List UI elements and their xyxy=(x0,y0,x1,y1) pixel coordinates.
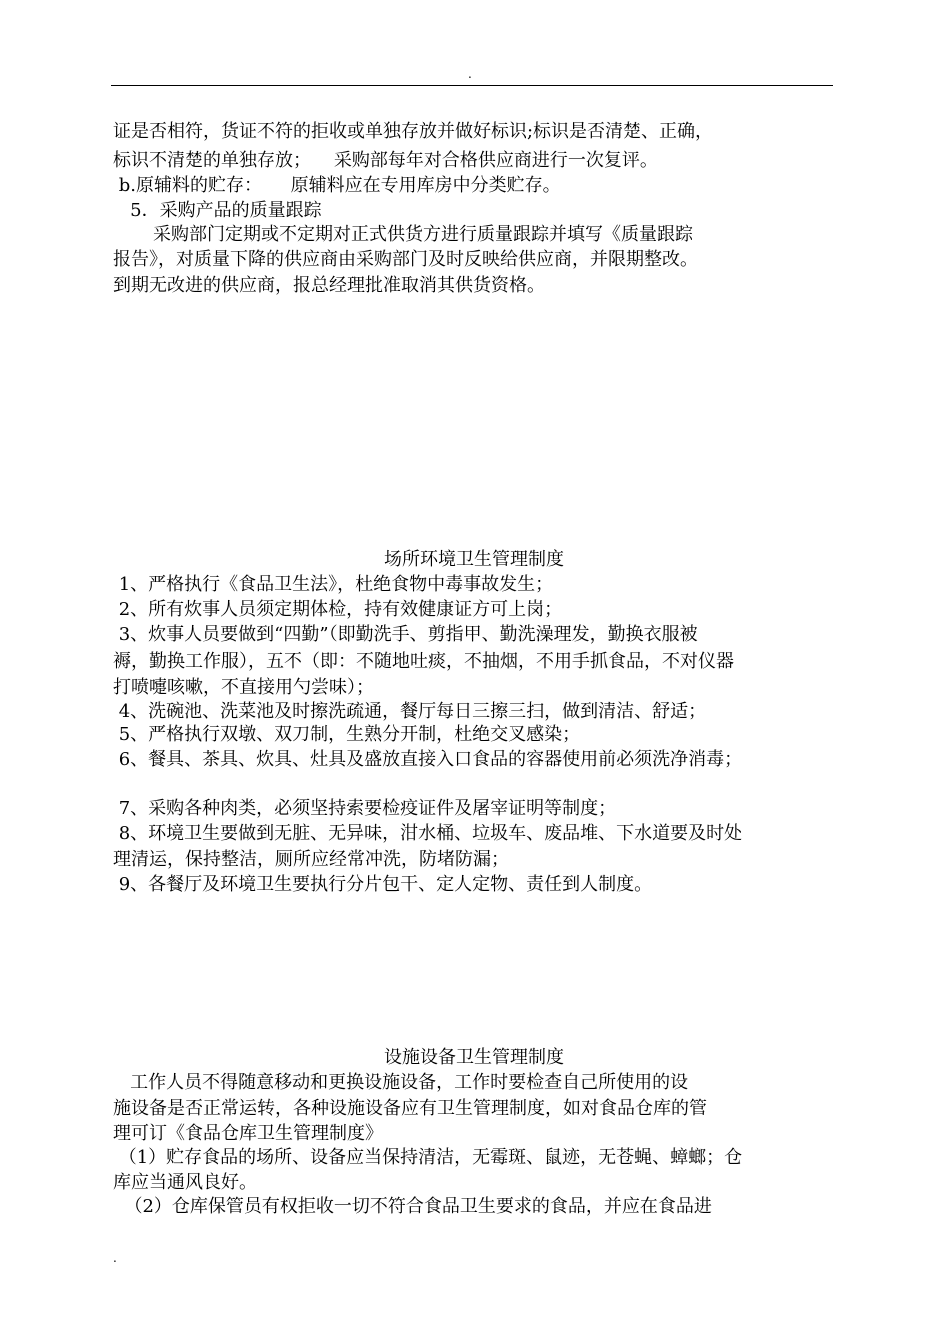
facilities-line-1: 工作人员不得随意移动和更换设施设备，工作时要检查自己所使用的设 xyxy=(113,1072,689,1093)
environment-line-6: 4、洗碗池、洗菜池及时擦洗疏通，餐厅每日三擦三扫，做到清洁、舒适； xyxy=(113,701,707,722)
footer-marker: . xyxy=(113,1251,117,1265)
environment-line-5: 打喷嚏咳嗽，不直接用勺尝味）； xyxy=(113,677,374,698)
facilities-line-2: 施设备是否正常运转，各种设施设备应有卫生管理制度，如对食品仓库的管 xyxy=(113,1098,707,1119)
facilities-line-4: （1）贮存食品的场所、设备应当保持清洁，无霉斑、鼠迹，无苍蝇、蟑螂；仓 xyxy=(113,1147,743,1168)
facilities-title: 设施设备卫生管理制度 xyxy=(384,1047,564,1068)
environment-line-4: 褥，勤换工作服），五不（即：不随地吐痰，不抽烟，不用手抓食品，不对仪器 xyxy=(113,651,734,672)
purchase-line-2: 标识不清楚的单独存放； 采购部每年对合格供应商进行一次复评。 xyxy=(113,150,658,171)
environment-line-11: 8、环境卫生要做到无脏、无异味，泔水桶、垃圾车、废品堆、下水道要及时处 xyxy=(113,823,743,844)
environment-line-1: 1、严格执行《食品卫生法》，杜绝食物中毒事故发生； xyxy=(113,574,554,595)
purchase-line-1: 证是否相符，货证不符的拒收或单独存放并做好标识;标识是否清楚、正确， xyxy=(113,121,714,142)
environment-title: 场所环境卫生管理制度 xyxy=(384,549,564,570)
environment-line-3: 3、炊事人员要做到“四勤”（即勤洗手、剪指甲、勤洗澡理发，勤换衣服被 xyxy=(113,624,698,645)
purchase-line-4: 5．采购产品的质量跟踪 xyxy=(113,200,322,221)
facilities-line-5: 库应当通风良好。 xyxy=(113,1172,257,1193)
purchase-line-6: 报告》，对质量下降的供应商由采购部门及时反映给供应商，并限期整改。 xyxy=(113,249,698,270)
header-marker: . xyxy=(468,67,472,81)
environment-line-12: 理清运，保持整洁，厕所应经常冲洗，防堵防漏； xyxy=(113,849,509,870)
purchase-line-5: 采购部门定期或不定期对正式供货方进行质量跟踪并填写《质量跟踪 xyxy=(113,224,694,245)
purchase-line-3: b.原辅料的贮存： 原辅料应在专用库房中分类贮存。 xyxy=(113,175,561,196)
environment-line-7: 5、严格执行双墩、双刀制，生熟分开制，杜绝交叉感染； xyxy=(113,724,581,745)
environment-line-8: 6、餐具、茶具、炊具、灶具及盛放直接入口食品的容器使用前必须洗净消毒； xyxy=(113,749,743,770)
environment-line-2: 2、所有炊事人员须定期体检，持有效健康证方可上岗； xyxy=(113,599,563,620)
environment-line-10: 7、采购各种肉类，必须坚持索要检疫证件及屠宰证明等制度； xyxy=(113,798,617,819)
facilities-line-3: 理可订《食品仓库卫生管理制度》 xyxy=(113,1123,383,1144)
purchase-line-7: 到期无改进的供应商，报总经理批准取消其供货资格。 xyxy=(113,275,545,296)
environment-line-13: 9、各餐厅及环境卫生要执行分片包干、定人定物、责任到人制度。 xyxy=(113,874,653,895)
header-rule xyxy=(111,85,833,86)
facilities-line-6: （2）仓库保管员有权拒收一切不符合食品卫生要求的食品，并应在食品进 xyxy=(113,1196,712,1217)
